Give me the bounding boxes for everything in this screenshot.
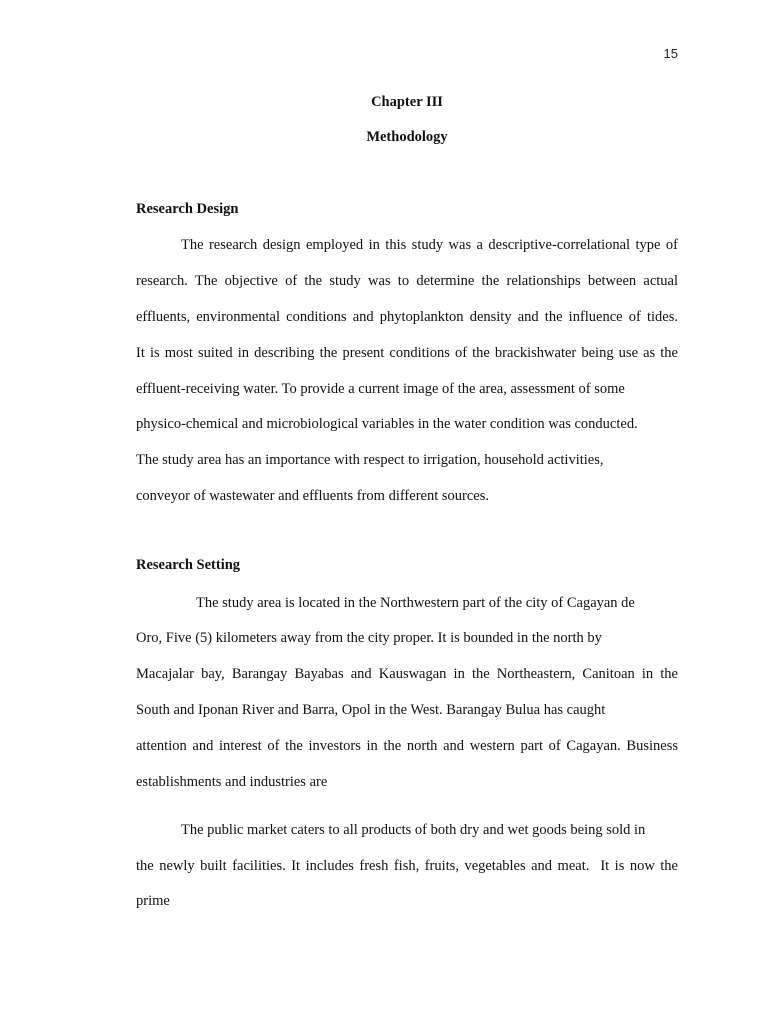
text-line: attention and interest of the investors in the north and western part of Cagayan. Business — [136, 738, 678, 754]
text-line: Macajalar bay, Barangay Bayabas and Kauswagan in the Northeastern, Canitoan in the — [136, 666, 678, 682]
text-line: The study area is located in the Northwestern part of the city of Cagayan de — [196, 595, 635, 611]
text-line: research. The objective of the study was to determine the relationships between actual — [136, 273, 678, 289]
text-line: physico-chemical and microbiological variables in the water condition was conducted. — [136, 416, 638, 432]
text-line: the newly built facilities. It includes fresh fish, fruits, vegetables and meat. It is now the — [136, 858, 678, 874]
text-line: effluents, environmental conditions and phytoplankton density and the influence of tides. — [136, 309, 678, 325]
text-line: conveyor of wastewater and effluents from different sources. — [136, 488, 489, 504]
text-line: prime — [136, 893, 170, 909]
text-line: The study area has an importance with respect to irrigation, household activities, — [136, 452, 604, 468]
text-line: It is most suited in describing the present conditions of the brackishwater being use as the — [136, 345, 678, 361]
research-design-heading: Research Design — [136, 201, 239, 217]
text-line: establishments and industries are — [136, 774, 328, 790]
page-number: 15 — [663, 46, 678, 61]
text-line: The research design employed in this study was a descriptive-correlational type of — [181, 237, 678, 253]
text-line: effluent-receiving water. To provide a current image of the area, assessment of some — [136, 381, 625, 397]
section-title: Methodology — [366, 129, 448, 145]
text-line: South and Iponan River and Barra, Opol in the West. Barangay Bulua has caught — [136, 702, 606, 718]
research-setting-heading: Research Setting — [136, 557, 241, 573]
chapter-title: Chapter III — [371, 94, 443, 110]
text-line: Oro, Five (5) kilometers away from the city proper. It is bounded in the north by — [136, 630, 602, 646]
text-line: The public market caters to all products of both dry and wet goods being sold in — [181, 822, 646, 838]
